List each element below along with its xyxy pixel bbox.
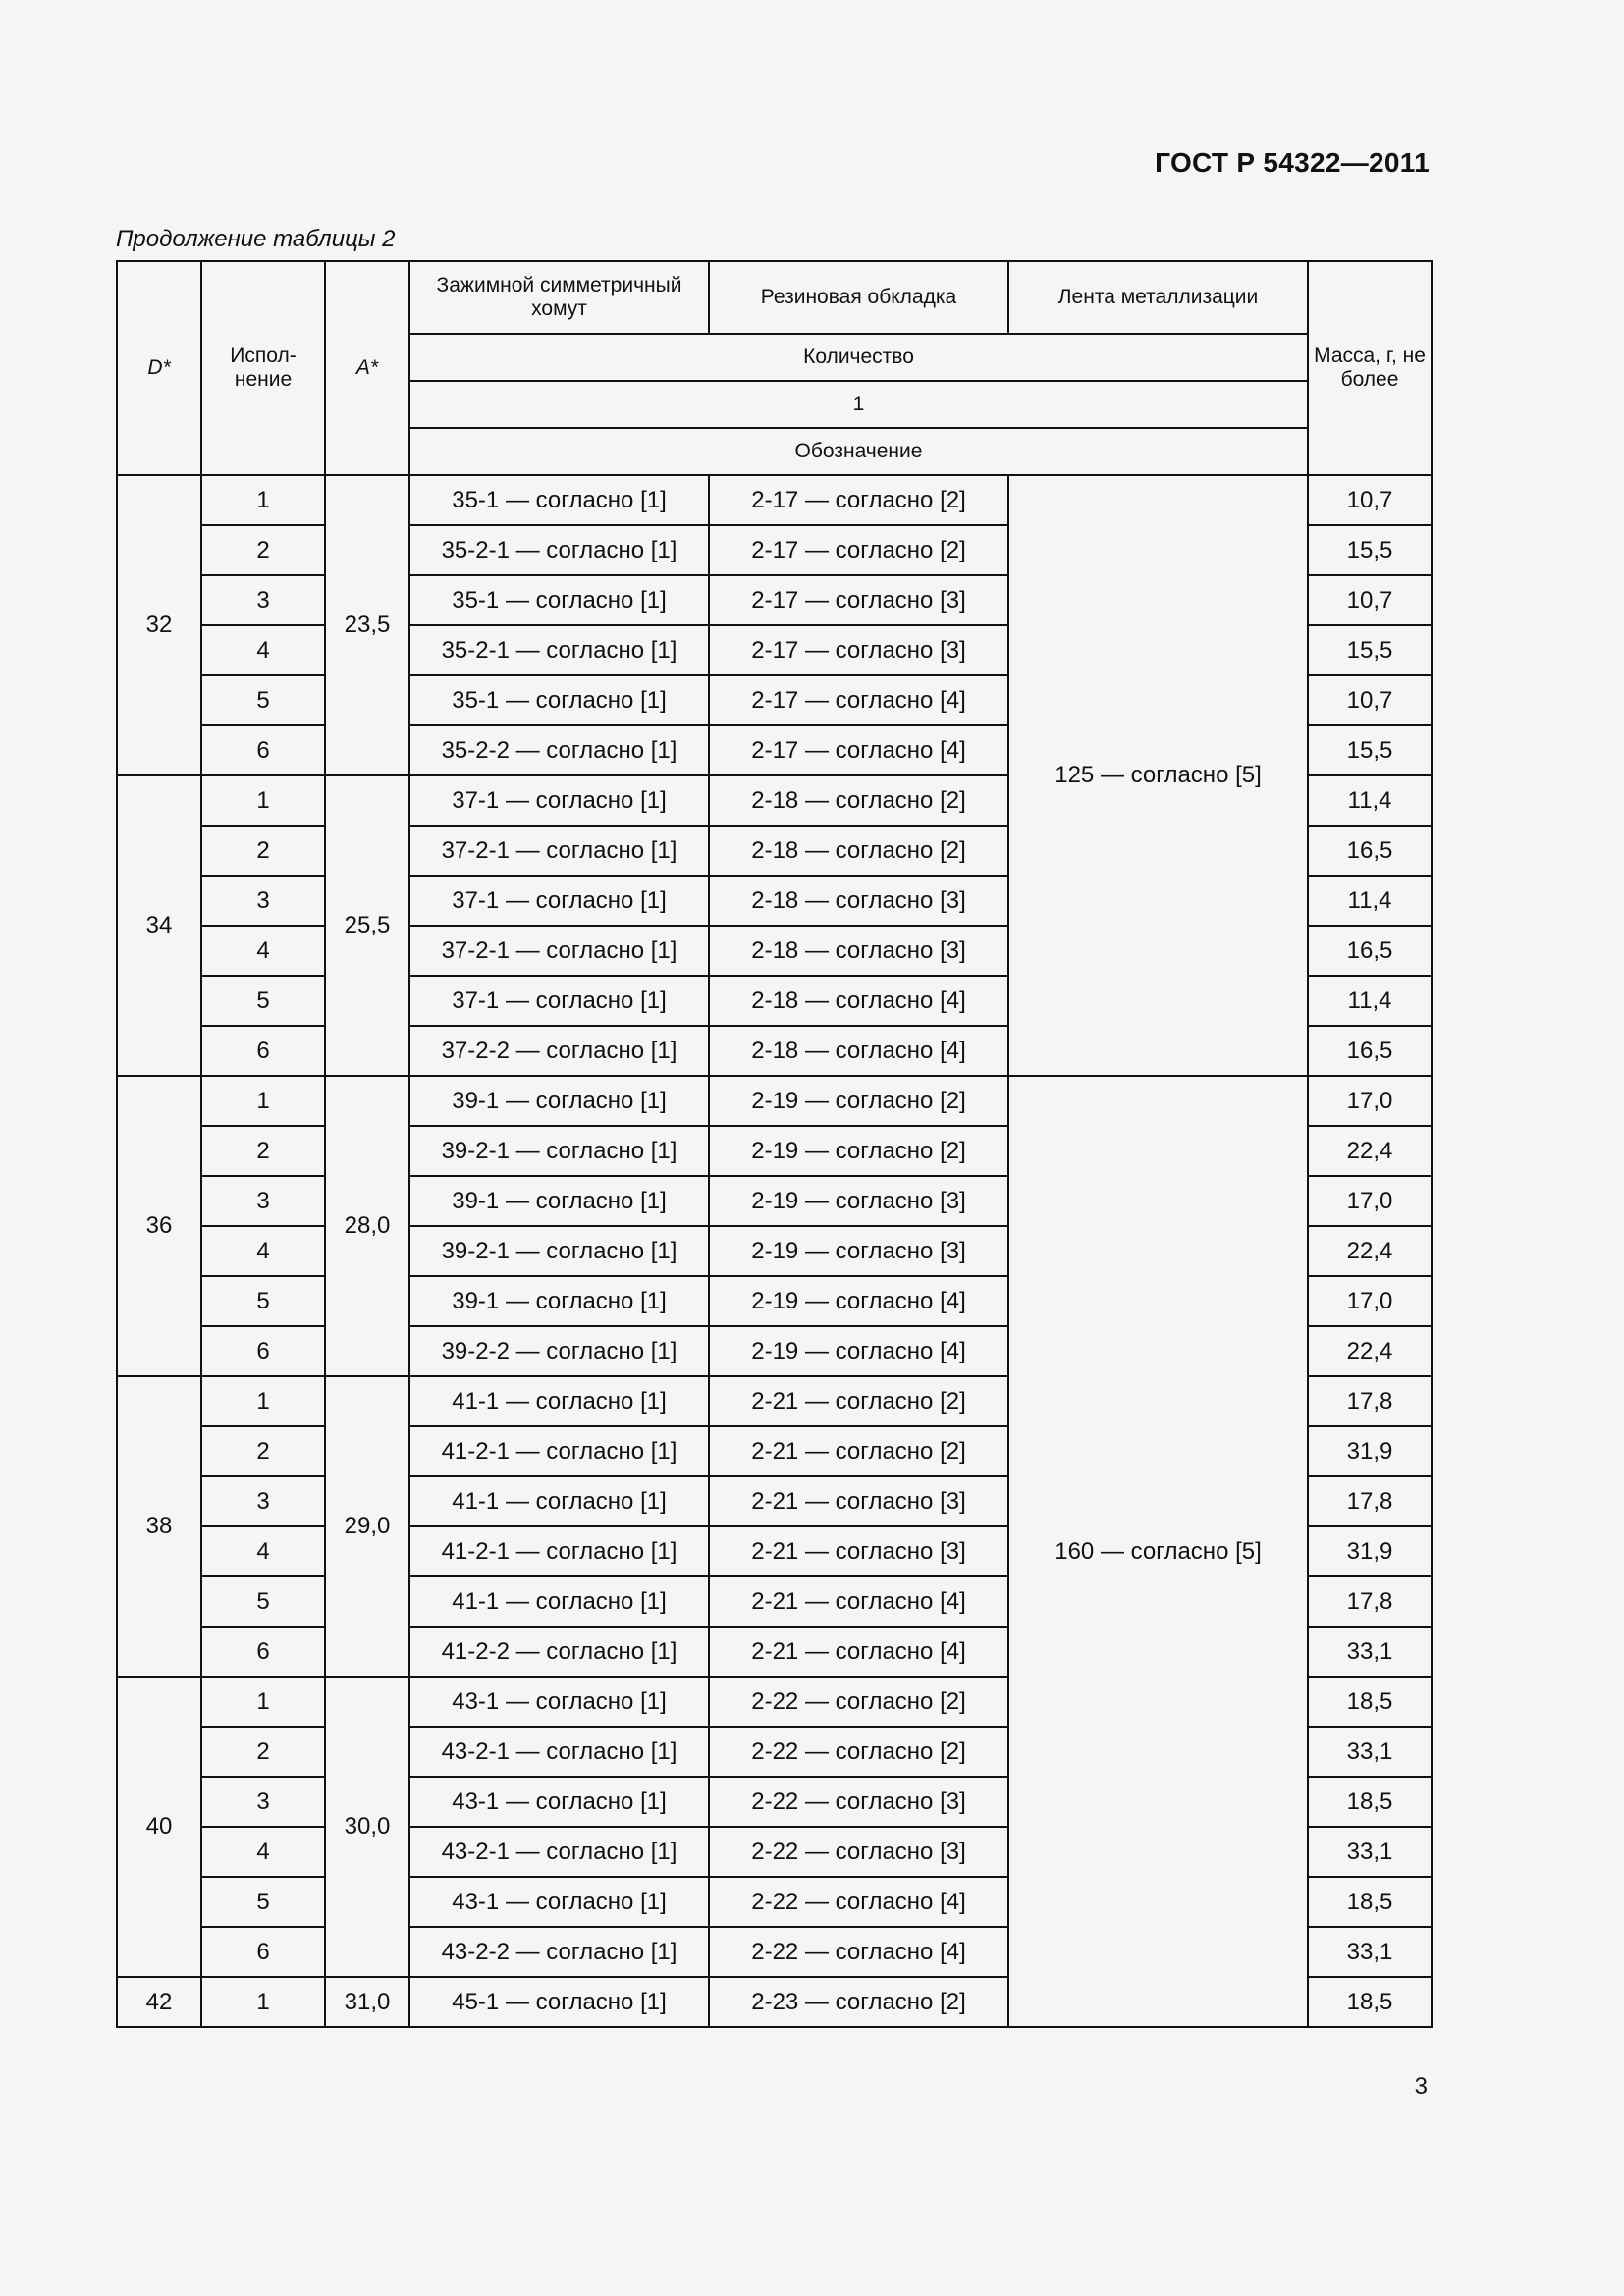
d-value: 36: [117, 1076, 201, 1376]
variant-value: 3: [201, 1777, 325, 1827]
mass-value: 17,0: [1308, 1076, 1432, 1126]
variant-value: 5: [201, 675, 325, 725]
variant-value: 3: [201, 1176, 325, 1226]
clamp-designation: 43-2-1 — согласно [1]: [409, 1827, 709, 1877]
variant-value: 2: [201, 525, 325, 575]
variant-value: 4: [201, 926, 325, 976]
lining-designation: 2-19 — согласно [4]: [709, 1276, 1008, 1326]
d-value: 42: [117, 1977, 201, 2027]
lining-designation: 2-21 — согласно [2]: [709, 1426, 1008, 1476]
lining-designation: 2-17 — согласно [3]: [709, 575, 1008, 625]
clamp-designation: 45-1 — согласно [1]: [409, 1977, 709, 2027]
clamp-designation: 37-1 — согласно [1]: [409, 976, 709, 1026]
d-value: 40: [117, 1677, 201, 1977]
lining-designation: 2-22 — согласно [3]: [709, 1827, 1008, 1877]
clamp-designation: 43-1 — согласно [1]: [409, 1677, 709, 1727]
lining-designation: 2-19 — согласно [3]: [709, 1226, 1008, 1276]
tape-designation: 160 — согласно [5]: [1008, 1076, 1308, 2027]
lining-designation: 2-22 — согласно [2]: [709, 1677, 1008, 1727]
mass-value: 18,5: [1308, 1777, 1432, 1827]
variant-value: 6: [201, 1026, 325, 1076]
mass-value: 10,7: [1308, 475, 1432, 525]
clamp-designation: 35-2-1 — согласно [1]: [409, 525, 709, 575]
a-value: 29,0: [325, 1376, 409, 1677]
variant-value: 1: [201, 775, 325, 826]
lining-designation: 2-22 — согласно [2]: [709, 1727, 1008, 1777]
lining-designation: 2-17 — согласно [3]: [709, 625, 1008, 675]
variant-value: 1: [201, 1076, 325, 1126]
clamp-designation: 37-2-2 — согласно [1]: [409, 1026, 709, 1076]
variant-value: 2: [201, 1126, 325, 1176]
header-lining: Резиновая обкладка: [709, 261, 1008, 334]
a-value: 25,5: [325, 775, 409, 1076]
lining-designation: 2-19 — согласно [2]: [709, 1076, 1008, 1126]
variant-value: 4: [201, 625, 325, 675]
clamp-designation: 41-1 — согласно [1]: [409, 1476, 709, 1526]
variant-value: 6: [201, 1927, 325, 1977]
variant-value: 2: [201, 1727, 325, 1777]
lining-designation: 2-22 — согласно [4]: [709, 1877, 1008, 1927]
mass-value: 15,5: [1308, 625, 1432, 675]
variant-value: 1: [201, 475, 325, 525]
variant-value: 6: [201, 1326, 325, 1376]
mass-value: 15,5: [1308, 725, 1432, 775]
variant-value: 3: [201, 876, 325, 926]
variant-value: 5: [201, 1276, 325, 1326]
lining-designation: 2-18 — согласно [4]: [709, 1026, 1008, 1076]
header-designation: Обозначение: [409, 428, 1308, 475]
mass-value: 33,1: [1308, 1927, 1432, 1977]
clamp-designation: 39-2-1 — согласно [1]: [409, 1226, 709, 1276]
clamp-designation: 39-2-1 — согласно [1]: [409, 1126, 709, 1176]
lining-designation: 2-18 — согласно [3]: [709, 876, 1008, 926]
lining-designation: 2-18 — согласно [3]: [709, 926, 1008, 976]
clamp-designation: 39-1 — согласно [1]: [409, 1276, 709, 1326]
mass-value: 31,9: [1308, 1526, 1432, 1576]
variant-value: 2: [201, 1426, 325, 1476]
variant-value: 6: [201, 725, 325, 775]
mass-value: 33,1: [1308, 1627, 1432, 1677]
clamp-designation: 39-2-2 — согласно [1]: [409, 1326, 709, 1376]
mass-value: 17,8: [1308, 1576, 1432, 1627]
variant-value: 5: [201, 1576, 325, 1627]
header-d: D*: [117, 261, 201, 475]
mass-value: 18,5: [1308, 1977, 1432, 2027]
table-row: [117, 1076, 1432, 1126]
specification-table: [116, 260, 1433, 2028]
lining-designation: 2-21 — согласно [2]: [709, 1376, 1008, 1426]
lining-designation: 2-19 — согласно [2]: [709, 1126, 1008, 1176]
variant-value: 5: [201, 1877, 325, 1927]
lining-designation: 2-22 — согласно [3]: [709, 1777, 1008, 1827]
clamp-designation: 35-1 — согласно [1]: [409, 475, 709, 525]
variant-value: 3: [201, 1476, 325, 1526]
header-tape: Лента металлизации: [1008, 261, 1308, 334]
d-value: 38: [117, 1376, 201, 1677]
lining-designation: 2-17 — согласно [2]: [709, 525, 1008, 575]
variant-value: 3: [201, 575, 325, 625]
lining-designation: 2-17 — согласно [4]: [709, 675, 1008, 725]
clamp-designation: 41-1 — согласно [1]: [409, 1376, 709, 1426]
clamp-designation: 43-1 — согласно [1]: [409, 1777, 709, 1827]
clamp-designation: 41-2-2 — согласно [1]: [409, 1627, 709, 1677]
clamp-designation: 37-2-1 — согласно [1]: [409, 826, 709, 876]
clamp-designation: 43-2-1 — согласно [1]: [409, 1727, 709, 1777]
header-quantity: Количество: [409, 334, 1308, 381]
clamp-designation: 43-2-2 — согласно [1]: [409, 1927, 709, 1977]
mass-value: 18,5: [1308, 1877, 1432, 1927]
variant-value: 5: [201, 976, 325, 1026]
clamp-designation: 41-2-1 — согласно [1]: [409, 1426, 709, 1476]
lining-designation: 2-22 — согласно [4]: [709, 1927, 1008, 1977]
mass-value: 22,4: [1308, 1226, 1432, 1276]
tape-designation: 125 — согласно [5]: [1008, 475, 1308, 1076]
variant-value: 4: [201, 1827, 325, 1877]
mass-value: 16,5: [1308, 1026, 1432, 1076]
lining-designation: 2-17 — согласно [2]: [709, 475, 1008, 525]
mass-value: 10,7: [1308, 675, 1432, 725]
clamp-designation: 41-1 — согласно [1]: [409, 1576, 709, 1627]
table-body: [117, 475, 1432, 2027]
variant-value: 1: [201, 1977, 325, 2027]
clamp-designation: 35-1 — согласно [1]: [409, 675, 709, 725]
clamp-designation: 35-2-1 — согласно [1]: [409, 625, 709, 675]
lining-designation: 2-19 — согласно [3]: [709, 1176, 1008, 1226]
lining-designation: 2-23 — согласно [2]: [709, 1977, 1008, 2027]
mass-value: 22,4: [1308, 1326, 1432, 1376]
clamp-designation: 37-1 — согласно [1]: [409, 775, 709, 826]
mass-value: 16,5: [1308, 926, 1432, 976]
table-caption: Продолжение таблицы 2: [116, 226, 396, 252]
lining-designation: 2-18 — согласно [2]: [709, 826, 1008, 876]
mass-value: 33,1: [1308, 1727, 1432, 1777]
lining-designation: 2-19 — согласно [4]: [709, 1326, 1008, 1376]
lining-designation: 2-21 — согласно [3]: [709, 1526, 1008, 1576]
variant-value: 4: [201, 1226, 325, 1276]
header-a: A*: [325, 261, 409, 475]
clamp-designation: 35-1 — согласно [1]: [409, 575, 709, 625]
lining-designation: 2-17 — согласно [4]: [709, 725, 1008, 775]
d-value: 32: [117, 475, 201, 775]
mass-value: 15,5: [1308, 525, 1432, 575]
mass-value: 10,7: [1308, 575, 1432, 625]
variant-value: 2: [201, 826, 325, 876]
mass-value: 17,8: [1308, 1376, 1432, 1426]
clamp-designation: 37-1 — согласно [1]: [409, 876, 709, 926]
clamp-designation: 37-2-1 — согласно [1]: [409, 926, 709, 976]
document-code: ГОСТ Р 54322—2011: [1155, 147, 1430, 178]
mass-value: 17,8: [1308, 1476, 1432, 1526]
header-variant: Испол-нение: [201, 261, 325, 475]
clamp-designation: 43-1 — согласно [1]: [409, 1877, 709, 1927]
mass-value: 17,0: [1308, 1276, 1432, 1326]
variant-value: 1: [201, 1376, 325, 1426]
variant-value: 6: [201, 1627, 325, 1677]
table-row: [117, 475, 1432, 525]
mass-value: 22,4: [1308, 1126, 1432, 1176]
mass-value: 18,5: [1308, 1677, 1432, 1727]
mass-value: 16,5: [1308, 826, 1432, 876]
clamp-designation: 41-2-1 — согласно [1]: [409, 1526, 709, 1576]
lining-designation: 2-21 — согласно [4]: [709, 1627, 1008, 1677]
a-value: 23,5: [325, 475, 409, 775]
lining-designation: 2-18 — согласно [4]: [709, 976, 1008, 1026]
variant-value: 4: [201, 1526, 325, 1576]
mass-value: 11,4: [1308, 976, 1432, 1026]
a-value: 31,0: [325, 1977, 409, 2027]
mass-value: 17,0: [1308, 1176, 1432, 1226]
variant-value: 1: [201, 1677, 325, 1727]
mass-value: 33,1: [1308, 1827, 1432, 1877]
mass-value: 11,4: [1308, 876, 1432, 926]
d-value: 34: [117, 775, 201, 1076]
lining-designation: 2-21 — согласно [3]: [709, 1476, 1008, 1526]
a-value: 30,0: [325, 1677, 409, 1977]
header-clamp: Зажимной симметричный хомут: [409, 261, 709, 334]
header-count: 1: [409, 381, 1308, 428]
clamp-designation: 39-1 — согласно [1]: [409, 1076, 709, 1126]
a-value: 28,0: [325, 1076, 409, 1376]
page-number: 3: [1414, 2073, 1428, 2100]
lining-designation: 2-18 — согласно [2]: [709, 775, 1008, 826]
clamp-designation: 35-2-2 — согласно [1]: [409, 725, 709, 775]
mass-value: 31,9: [1308, 1426, 1432, 1476]
header-mass: Масса, г, не более: [1308, 261, 1432, 475]
lining-designation: 2-21 — согласно [4]: [709, 1576, 1008, 1627]
clamp-designation: 39-1 — согласно [1]: [409, 1176, 709, 1226]
mass-value: 11,4: [1308, 775, 1432, 826]
